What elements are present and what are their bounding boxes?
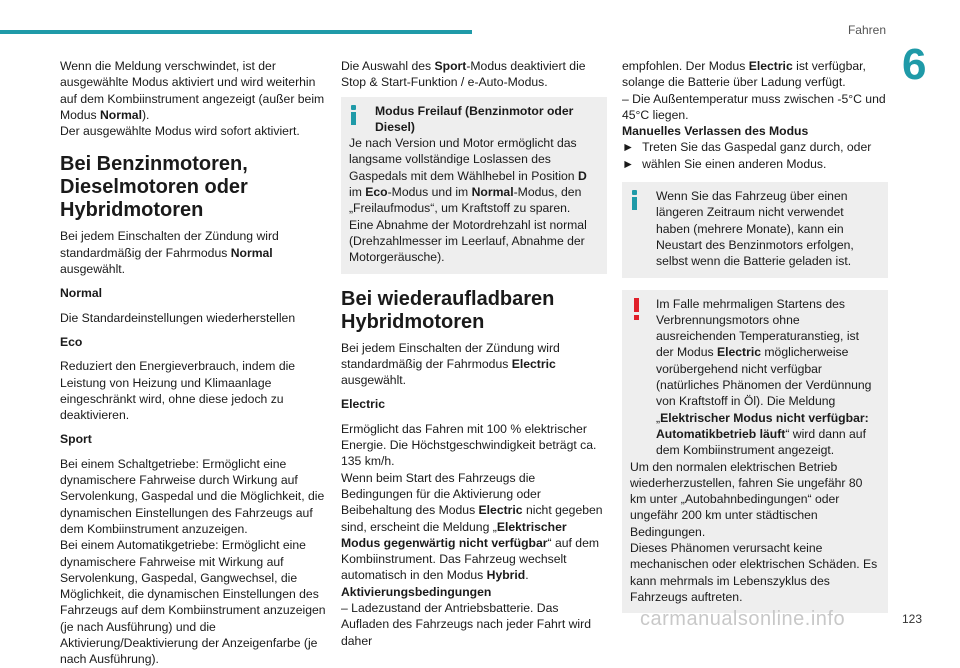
paragraph: Dieses Phänomen verursacht keine mechanischen oder elektrischen Schäden. Es kann mehrmals im Lebenszyklus des Fahrzeugs auftreten. [630,541,878,604]
info-box-restart [622,182,888,277]
bullet-item: ► wählen Sie einen anderen Modus. [622,156,827,171]
subheading-electric: Electric [341,397,386,412]
paragraph: Die Auswahl des Sport-Modus deaktiviert die Stop & Start-Funktion / e-Auto-Modus. [341,59,586,90]
paragraph: Bei einem Automatikgetriebe: Ermöglicht eine dynamischere Fahrweise mit Wirkung auf Servolenkung, Gaspedal, Gangwechsel, die Möglichkeit, die dynamischen Einstellungen des Fahrzeugs auf dem Kombiinstrument anzuzeigen (je nach Ausführung) und die Aktivierung/Deaktivierung der Anzeigenfarbe (je nach Ausführung). [60,538,326,667]
subheading-conditions: Aktivierungsbedingungen [341,584,492,599]
paragraph: Wenn die Meldung verschwindet, ist der ausgewählte Modus aktiviert und wird weiterhin auf dem Kombiinstrument angezeigt (außer beim Modus Normal). [60,59,325,122]
paragraph: Im Falle mehrmaligen Startens des Verbrennungsmotors ohne ausreichenden Temperaturanstieg, ist der Modus Electric möglicherweise vorübergehend nicht verfügbar (natürliches Phänomen der Verdünnung von Kraftstoff in Öl). Die Meldung „Elektrischer Modus nicht verfügbar: Automatikbetrieb läuft“ wird dann auf dem Kombiinstrument angezeigt. [656,296,872,458]
watermark: carmanualsonline.info [640,608,846,630]
info-box-freewheel [341,97,607,274]
subheading-normal: Normal [60,286,102,301]
paragraph: Bei einem Schaltgetriebe: Ermöglicht eine dynamischere Fahrweise durch Wirkung auf Servolenkung, Gaspedal und die Möglichkeit, die dynamischen Einstellungen des Fahrzeugs auf dem Kombiinstrument anzuzeigen. [60,456,325,536]
column-2 [341,58,607,649]
info-icon [351,105,357,125]
info-icon [632,190,638,210]
section-heading-plugin-hybrid: Bei wiederaufladbaren Hybridmotoren [341,287,555,333]
info-box-title: Modus Freilauf (Benzinmotor oder Diesel) [375,103,574,134]
column-3 [622,58,888,625]
paragraph: – Die Außentemperatur muss zwischen -5°C und 45°C liegen. [622,91,886,122]
paragraph: Wenn beim Start des Fahrzeugs die Bedingungen für die Aktivierung oder Beibehaltung des Modus Electric nicht gegeben sind, erscheint die Meldung „Elektrischer Modus gegenwärtig nicht verfügbar“ auf dem Kombiinstrument. Das Fahrzeug wechselt automatisch in den Modus Hybrid. [341,470,603,583]
paragraph: Bei jedem Einschalten der Zündung wird standardmäßig der Fahrmodus Electric ausgewählt. [341,340,560,388]
subheading-eco: Eco [60,334,83,349]
paragraph: Reduziert den Energieverbrauch, indem die Leistung von Heizung und Klimaanlage eingeschränkt wird, ohne diese jedoch zu deaktivieren. [60,359,296,423]
paragraph: Um den normalen elektrischen Betrieb wiederherzustellen, fahren Sie ungefähr 80 km unter „Autobahnbedingungen“ oder ungefähr 200 km unter städtischen Bedingungen. [630,459,863,539]
warning-icon [634,298,640,320]
header-accent-bar [0,30,472,34]
warning-box [622,290,888,614]
chapter-number: 6 [902,40,927,89]
arrow-right-icon: ► [622,140,635,155]
paragraph: Wenn Sie das Fahrzeug über einen längeren Zeitraum nicht verwendet haben (mehrere Monate), kann ein Neustart des Benzinmotors erfolgen, selbst wenn die Batterie geladen ist. [656,189,854,269]
page-number: 123 [901,612,922,626]
subheading-manual-exit: Manuelles Verlassen des Modus [622,124,809,139]
chapter-name: Fahren [847,23,886,37]
column-1 [60,58,326,668]
paragraph: Der ausgewählte Modus wird sofort aktiviert. [60,124,300,139]
arrow-right-icon: ► [622,156,635,171]
paragraph: – Ladezustand der Antriebsbatterie. Das Aufladen des Fahrzeugs nach jeder Fahrt wird daher [341,601,591,648]
subheading-sport: Sport [60,432,92,447]
paragraph: Je nach Version und Motor ermöglicht das langsame vollständige Loslassen des Gaspedals mit dem Wählhebel in Position D im Eco-Modus und im Normal-Modus, den „Freilaufmodus“, um Kraftstoff zu sparen. [349,136,587,216]
paragraph: Ermöglicht das Fahren mit 100 % elektrischer Energie. Die Höchstgeschwindigkeit beträgt ca. 135 km/h. [341,421,597,469]
section-heading-combustion: Bei Benzinmotoren, Dieselmotoren oder Hybridmotoren [60,153,248,222]
bullet-item: ► Treten Sie das Gaspedal ganz durch, oder [622,140,872,155]
paragraph: Bei jedem Einschalten der Zündung wird standardmäßig der Fahrmodus Normal ausgewählt. [60,229,279,277]
paragraph: empfohlen. Der Modus Electric ist verfügbar, solange die Batterie über Ladung verfügt. [622,59,866,90]
paragraph: Die Standardeinstellungen wiederherstellen [60,310,296,325]
paragraph: Eine Abnahme der Motordrehzahl ist normal (Drehzahlmesser im Leerlauf, Abnahme der Motorgeräusche). [349,217,587,265]
